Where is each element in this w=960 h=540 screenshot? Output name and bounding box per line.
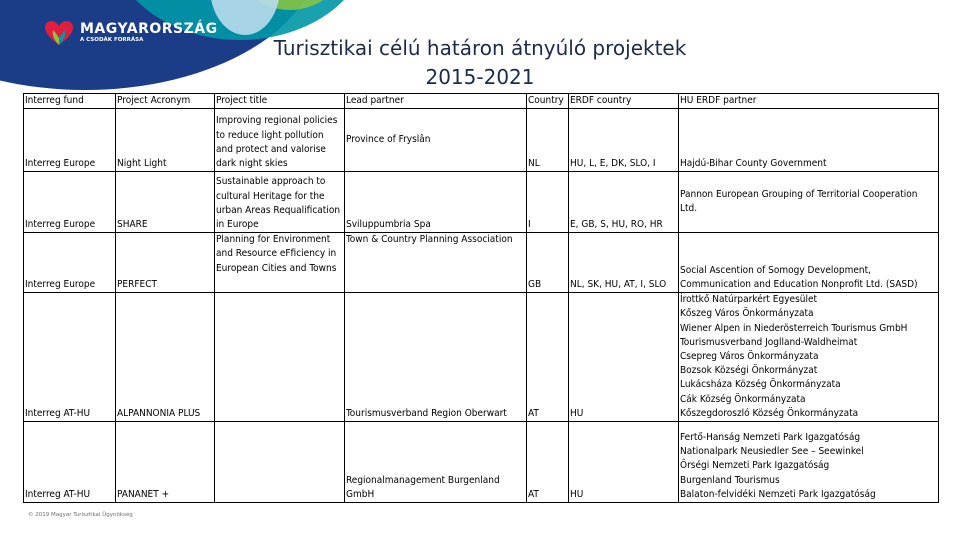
cell-country: NL <box>527 109 569 172</box>
partner-item: Írottkő Natúrparkért Egyesület <box>680 294 818 306</box>
partner-item: Kőszegdoroszló Község Önkormányzata <box>680 407 859 419</box>
partner-item: Balaton-felvidéki Nemzeti Park Igazgatóság <box>680 488 876 500</box>
cell-lead: Town & Country Planning Association <box>345 233 527 293</box>
cell-acronym: PERFECT <box>116 233 215 293</box>
cell-acronym: PANANET + <box>116 422 215 503</box>
header-cell-erdf: ERDF country <box>569 94 679 109</box>
cell-title: Improving regional policies to reduce light pollution and protect and valorise dark night skies <box>215 109 345 172</box>
table-row <box>24 293 939 422</box>
cell-title: Sustainable approach to cultural Heritage for the urban Areas Requalification in Europe <box>215 172 345 233</box>
cell-lead: Regionalmanagement Burgenland GmbH <box>345 422 527 503</box>
partner-item: Tourismusverband Joglland-Waldheimat <box>680 336 858 348</box>
table-header-row <box>24 94 939 109</box>
projects-table <box>23 93 939 503</box>
table-row <box>24 172 939 233</box>
cell-hu-partners <box>679 233 939 293</box>
heart-icon <box>44 20 74 46</box>
partner-item: Őrségi Nemzeti Park Igazgatóság <box>680 460 830 472</box>
header-cell-country: Country <box>527 94 569 109</box>
cell-erdf: NL, SK, HU, AT, I, SLO <box>569 233 679 293</box>
header-cell-title: Project title <box>215 94 345 109</box>
cell-fund: Interreg AT-HU <box>24 422 116 503</box>
partner-item: Lukácsháza Község Önkormányzata <box>680 379 841 391</box>
cell-hu-partners <box>679 422 939 503</box>
cell-title <box>215 422 345 503</box>
table-row <box>24 422 939 503</box>
page-title <box>230 34 730 92</box>
header-cell-fund: Interreg fund <box>24 94 116 109</box>
cell-fund: Interreg AT-HU <box>24 293 116 422</box>
cell-acronym: SHARE <box>116 172 215 233</box>
cell-country: AT <box>527 422 569 503</box>
cell-acronym: Night Light <box>116 109 215 172</box>
partner-item: Nationalpark Neusiedler See – Seewinkel <box>680 446 864 458</box>
cell-hu-partners <box>679 109 939 172</box>
partner-item: Fertő-Hanság Nemzeti Park Igazgatóság <box>680 432 861 444</box>
cell-fund: Interreg Europe <box>24 233 116 293</box>
cell-fund: Interreg Europe <box>24 109 116 172</box>
cell-hu-partners <box>679 172 939 233</box>
partner-item: Wiener Alpen in Niederösterreich Tourismus GmbH <box>680 322 908 334</box>
partner-item: Bozsok Községi Önkormányzat <box>680 365 818 377</box>
cell-erdf: E, GB, S, HU, RO, HR <box>569 172 679 233</box>
cell-lead: Province of Fryslân <box>345 109 527 172</box>
partner-item: Csepreg Város Önkormányzata <box>680 351 819 363</box>
cell-lead: Sviluppumbria Spa <box>345 172 527 233</box>
header-cell-lead: Lead partner <box>345 94 527 109</box>
page-title-line1: Turisztikai célú határon átnyúló projektek <box>273 36 687 60</box>
cell-erdf: HU, L, E, DK, SLO, I <box>569 109 679 172</box>
partner-item: Hajdú-Bihar County Government <box>680 158 827 169</box>
footer-copyright: © 2019 Magyar Turisztikai Ügynökség <box>28 512 133 518</box>
cell-country: I <box>527 172 569 233</box>
page-title-line2: 2015-2021 <box>425 65 535 89</box>
cell-acronym: ALPANNONIA PLUS <box>116 293 215 422</box>
header-cell-hu-partner: HU ERDF partner <box>679 94 939 109</box>
brand-tagline: A CSODÁK FORRÁSA <box>80 37 144 44</box>
table-row <box>24 109 939 172</box>
cell-title: Planning for Environment and Resource eFficiency in European Cities and Towns <box>215 233 345 293</box>
table-row <box>24 233 939 293</box>
cell-fund: Interreg Europe <box>24 172 116 233</box>
partner-item: Burgenland Tourismus <box>680 474 780 486</box>
partner-item: Cák Község Önkormányzata <box>680 393 806 405</box>
cell-lead: Tourismusverband Region Oberwart <box>345 293 527 422</box>
cell-country: AT <box>527 293 569 422</box>
cell-erdf: HU <box>569 293 679 422</box>
brand-name: MAGYARORSZÁG <box>80 21 218 38</box>
partner-item: Kőszeg Város Önkormányzata <box>680 308 814 320</box>
cell-country: GB <box>527 233 569 293</box>
partner-item: Pannon European Grouping of Territorial Cooperation Ltd. <box>680 189 918 215</box>
cell-erdf: HU <box>569 422 679 503</box>
brand-logo <box>44 18 218 48</box>
header-cell-acronym: Project Acronym <box>116 94 215 109</box>
cell-title <box>215 293 345 422</box>
partner-item: Social Ascention of Somogy Development, Communication and Education Nonprofit Ltd. (SASD) <box>680 264 918 290</box>
cell-hu-partners <box>679 293 939 422</box>
